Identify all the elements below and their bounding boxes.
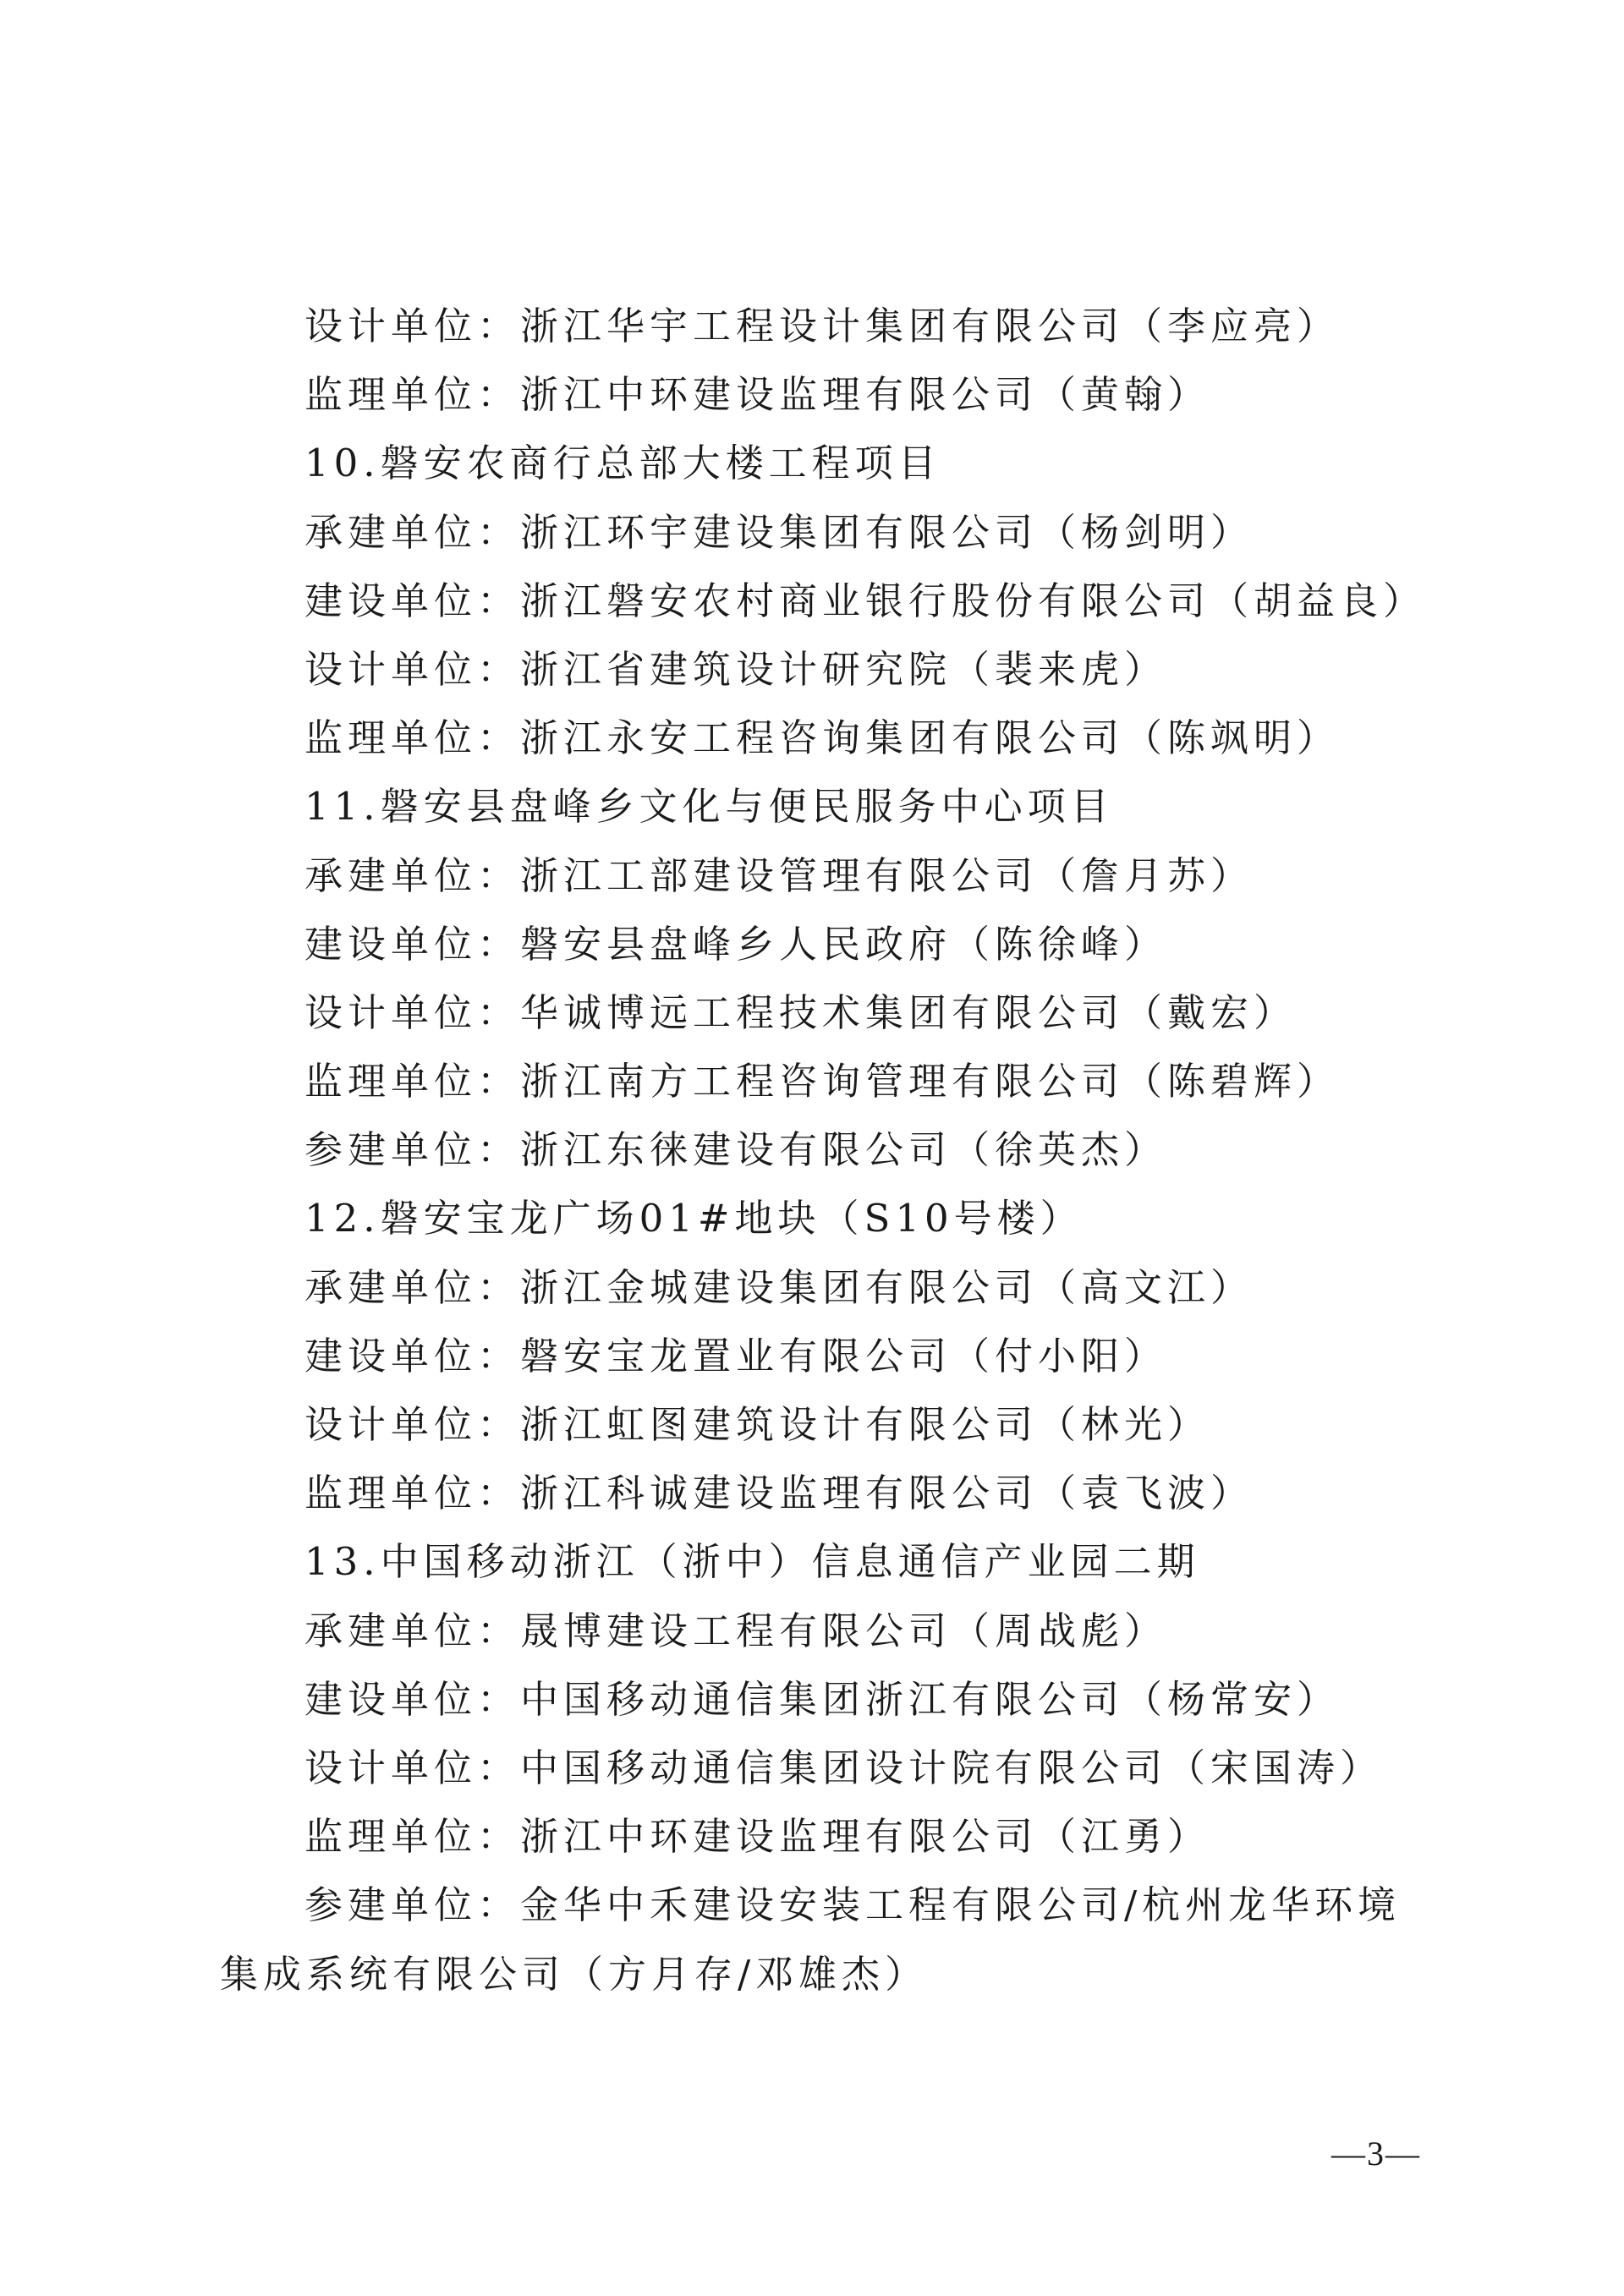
text-line: 承建单位：浙江金城建设集团有限公司（高文江） <box>304 1264 1254 1310</box>
text-line: 监理单位：浙江科诚建设监理有限公司（袁飞波） <box>304 1471 1254 1516</box>
project-heading: 10.磐安农商行总部大楼工程项目 <box>304 441 941 486</box>
text-line: 设计单位：浙江华宇工程设计集团有限公司（李应亮） <box>304 304 1341 348</box>
text-line: 参建单位：金华中禾建设安装工程有限公司/杭州龙华环境 <box>304 1882 1402 1928</box>
text-line: 设计单位：浙江省建筑设计研究院（裴来虎） <box>304 646 1168 692</box>
project-heading: 12.磐安宝龙广场01#地块（S10号楼） <box>304 1196 1084 1241</box>
text-line: 承建单位：浙江工部建设管理有限公司（詹月苏） <box>304 852 1254 898</box>
text-line: 承建单位：浙江环宇建设集团有限公司（杨剑明） <box>304 509 1254 555</box>
document-body <box>220 292 1438 2008</box>
text-line: 建设单位：中国移动通信集团浙江有限公司（杨常安） <box>304 1676 1341 1722</box>
text-line: 承建单位：晟博建设工程有限公司（周战彪） <box>304 1608 1168 1653</box>
text-line: 设计单位：华诚博远工程技术集团有限公司（戴宏） <box>304 989 1298 1035</box>
text-line-continuation: 集成系统有限公司（方月存/邓雄杰） <box>220 1951 929 1997</box>
page-number: —3— <box>1331 2134 1421 2173</box>
project-heading: 11.磐安县盘峰乡文化与便民服务中心项目 <box>304 784 1114 830</box>
text-line: 建设单位：磐安县盘峰乡人民政府（陈徐峰） <box>304 921 1168 967</box>
text-line: 监理单位：浙江南方工程咨询管理有限公司（陈碧辉） <box>304 1059 1341 1104</box>
text-line: 监理单位：浙江中环建设监理有限公司（黄翰） <box>304 372 1211 418</box>
text-line: 建设单位：磐安宝龙置业有限公司（付小阳） <box>304 1333 1168 1378</box>
text-line: 监理单位：浙江永安工程咨询集团有限公司（陈飒明） <box>304 715 1341 761</box>
text-line: 监理单位：浙江中环建设监理有限公司（江勇） <box>304 1814 1211 1860</box>
text-line: 设计单位：中国移动通信集团设计院有限公司（宋国涛） <box>304 1745 1384 1790</box>
text-line: 参建单位：浙江东徕建设有限公司（徐英杰） <box>304 1127 1168 1173</box>
text-line: 建设单位：浙江磐安农村商业银行股份有限公司（胡益良） <box>304 578 1427 623</box>
text-line: 设计单位：浙江虹图建筑设计有限公司（林光） <box>304 1402 1211 1447</box>
project-heading: 13.中国移动浙江（浙中）信息通信产业园二期 <box>304 1539 1200 1585</box>
